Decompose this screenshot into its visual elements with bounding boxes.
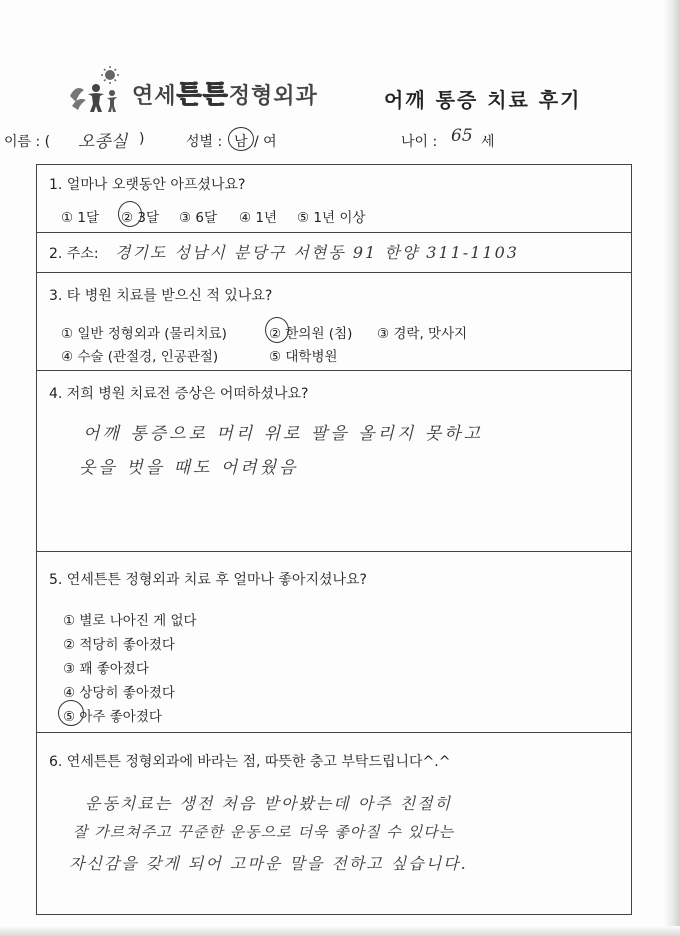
age-label: 나이 : <box>401 134 438 150</box>
q3-option-2[interactable]: ② 한의원 (침) <box>269 326 353 342</box>
q1-option-1[interactable]: ① 1달 <box>61 210 100 226</box>
clinic-name-part: 튼튼 <box>176 80 229 110</box>
q3-option-5[interactable]: ⑤ 대학병원 <box>269 349 338 365</box>
question-5-text: 5. 연세튼튼 정형외과 치료 후 얼마나 좋아지셨나요? <box>49 572 367 588</box>
clinic-name <box>132 74 318 111</box>
q6-answer-line[interactable]: 잘 가르쳐주고 꾸준한 운동으로 더욱 좋아질 수 있다는 <box>73 823 455 841</box>
q5-option-4[interactable]: ④ 상당히 좋아졌다 <box>63 685 175 701</box>
q5-option-3[interactable]: ③ 꽤 좋아졌다 <box>63 661 149 677</box>
age-unit: 세 <box>481 134 495 150</box>
name-value[interactable]: 오종실 <box>78 132 128 152</box>
q1-option-5[interactable]: ⑤ 1년 이상 <box>297 210 366 226</box>
question-3-text: 3. 타 병원 치료를 받으신 적 있나요? <box>49 288 273 304</box>
q5-option-2[interactable]: ② 적당히 좋아졌다 <box>63 637 175 653</box>
patient-info-row <box>0 127 680 157</box>
question-2-section <box>37 233 631 273</box>
q3-option-3[interactable]: ③ 경락, 맛사지 <box>377 326 468 342</box>
question-4-text: 4. 저희 병원 치료전 증상은 어떠하셨나요? <box>49 386 309 402</box>
q5-option-1[interactable]: ① 별로 나아진 게 없다 <box>63 613 197 629</box>
name-label: 이름 : ( <box>4 134 51 150</box>
survey-form <box>36 164 632 915</box>
selected-circle-mark <box>228 127 254 151</box>
selected-circle-mark <box>118 201 142 227</box>
q3-option-1[interactable]: ① 일반 정형외과 (물리치료) <box>61 326 227 342</box>
clinic-name-part: 연세 <box>132 84 177 109</box>
selected-circle-mark <box>58 700 84 726</box>
gender-option-male[interactable]: 남 <box>234 134 248 150</box>
q1-option-3[interactable]: ③ 6달 <box>179 210 218 226</box>
q5-option-5[interactable]: ⑤ 아주 좋아졌다 <box>63 709 162 725</box>
q6-answer-line[interactable]: 자신감을 갖게 되어 고마운 말을 전하고 싶습니다. <box>69 854 468 873</box>
question-6-text: 6. 연세튼튼 정형외과에 바라는 점, 따뜻한 충고 부탁드립니다^.^ <box>49 754 451 770</box>
question-3-section <box>37 273 631 371</box>
q4-answer-line[interactable]: 옷을 벗을 때도 어려웠음 <box>79 458 299 478</box>
q1-option-2[interactable]: ② 3달 <box>121 210 160 226</box>
question-1-section <box>37 165 631 233</box>
q4-answer-line[interactable]: 어깨 통증으로 머리 위로 팔을 올리지 못하고 <box>83 424 484 444</box>
document-title: 어깨 통증 치료 후기 <box>384 88 582 112</box>
clinic-logo <box>66 66 366 116</box>
q3-option-4[interactable]: ④ 수술 (관절경, 인공관절) <box>61 349 219 365</box>
age-value[interactable]: 65 <box>451 126 473 146</box>
gender-option-female[interactable]: / 여 <box>254 134 277 150</box>
clinic-name-part: 정형외과 <box>228 84 318 109</box>
question-2-label: 2. 주소: <box>49 246 99 262</box>
q6-answer-line[interactable]: 운동치료는 생전 처음 받아봤는데 아주 친절히 <box>85 794 453 813</box>
question-6-section <box>37 733 631 914</box>
question-1-text: 1. 얼마나 오랫동안 아프셨나요? <box>49 177 246 193</box>
selected-circle-mark <box>265 317 289 343</box>
scan-edge-shadow-bottom <box>0 926 680 936</box>
gender-label: 성별 : <box>186 134 223 150</box>
q1-option-4[interactable]: ④ 1년 <box>239 210 278 226</box>
question-5-section <box>37 552 631 733</box>
clinic-logo-icon <box>66 66 126 114</box>
address-answer[interactable]: 경기도 성남시 분당구 서현동 91 한양 311-1103 <box>115 243 519 262</box>
question-4-section <box>37 371 631 552</box>
name-close: ) <box>139 131 145 147</box>
